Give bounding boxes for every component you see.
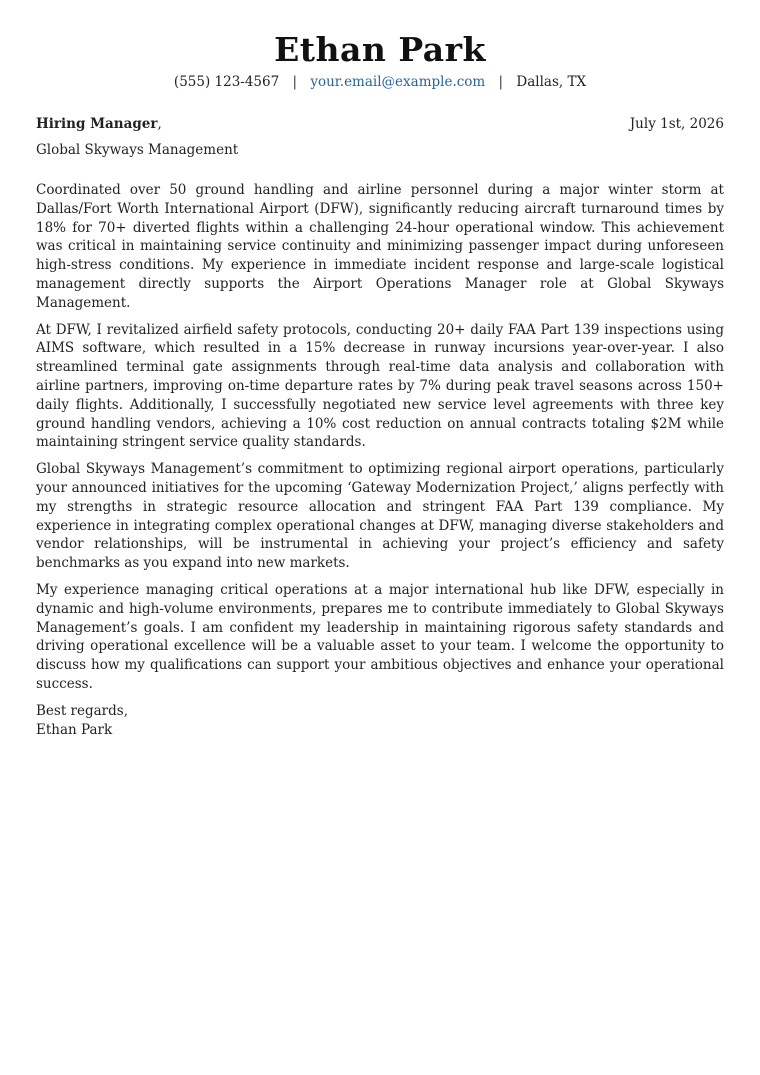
contact-separator: | — [292, 74, 298, 90]
location: Dallas, TX — [516, 74, 587, 90]
recipient-company: Global Skyways Management — [36, 142, 239, 158]
body-paragraph: My experience managing critical operations at a major international hub like DFW, especially in dynamic and high-volume environments, prepares me to contribute immediately to Global Skyways Management’s goals. I am confident my leadership in maintaining rigorous safety standards and driving operational excellence will be a valuable asset to your team. I welcome the opportunity to discuss how my qualifications can support your ambitious objectives and enhance your operational success. — [36, 581, 724, 692]
recipient-title: Hiring Manager — [36, 116, 158, 132]
contact-separator: | — [498, 74, 504, 90]
body-paragraph: At DFW, I revitalized airfield safety protocols, conducting 20+ daily FAA Part 139 inspections using AIMS software, which resulted in a 15% decrease in runway incursions year-over-year. I also streamlined terminal gate assignments through real-time data analysis and collaboration with airline partners, improving on-time departure rates by 7% during peak travel seasons across 150+ daily flights. Additionally, I successfully negotiated new service level agreements with three key ground handling vendors, achieving a 10% cost reduction on annual contracts totaling $2M while maintaining stringent service quality standards. — [36, 321, 724, 451]
phone-number: (555) 123-4567 — [173, 74, 280, 90]
body-paragraph: Coordinated over 50 ground handling and airline personnel during a major winter storm at Dallas/Fort Worth International Airport (DFW), significantly reducing aircraft turnaround times by 18% for 70+ diverted flights within a challenging 24-hour operational window. This achievement was critical in maintaining service continuity and minimizing passenger impact during unforeseen high-stress conditions. My experience in immediate incident response and large-scale logistical management directly supports the Airport Operations Manager role at Global Skyways Management. — [36, 182, 724, 311]
letter-body — [36, 181, 724, 694]
recipient-title-suffix: , — [157, 116, 162, 132]
closing-signature: Ethan Park — [36, 721, 113, 738]
recipient-greeting — [36, 115, 162, 133]
closing-salutation: Best regards, — [36, 702, 129, 719]
letter-date: July 1st, 2026 — [629, 116, 724, 132]
applicant-name: Ethan Park — [274, 30, 486, 69]
email-link[interactable]: your.email@example.com — [310, 74, 486, 90]
body-paragraph: Global Skyways Management’s commitment to optimizing regional airport operations, particularly your announced initiatives for the upcoming ‘Gateway Modernization Project,’ aligns perfectly with my strengths in strategic resource allocation and stringent FAA Part 139 compliance. My experience in integrating complex operational changes at DFW, managing diverse stakeholders and vendor relationships, will be instrumental in achieving your project’s efficiency and safety benchmarks as you expand into new markets. — [36, 461, 724, 572]
letter-closing — [36, 702, 724, 740]
recipient-row — [36, 115, 724, 133]
contact-line — [36, 73, 724, 91]
